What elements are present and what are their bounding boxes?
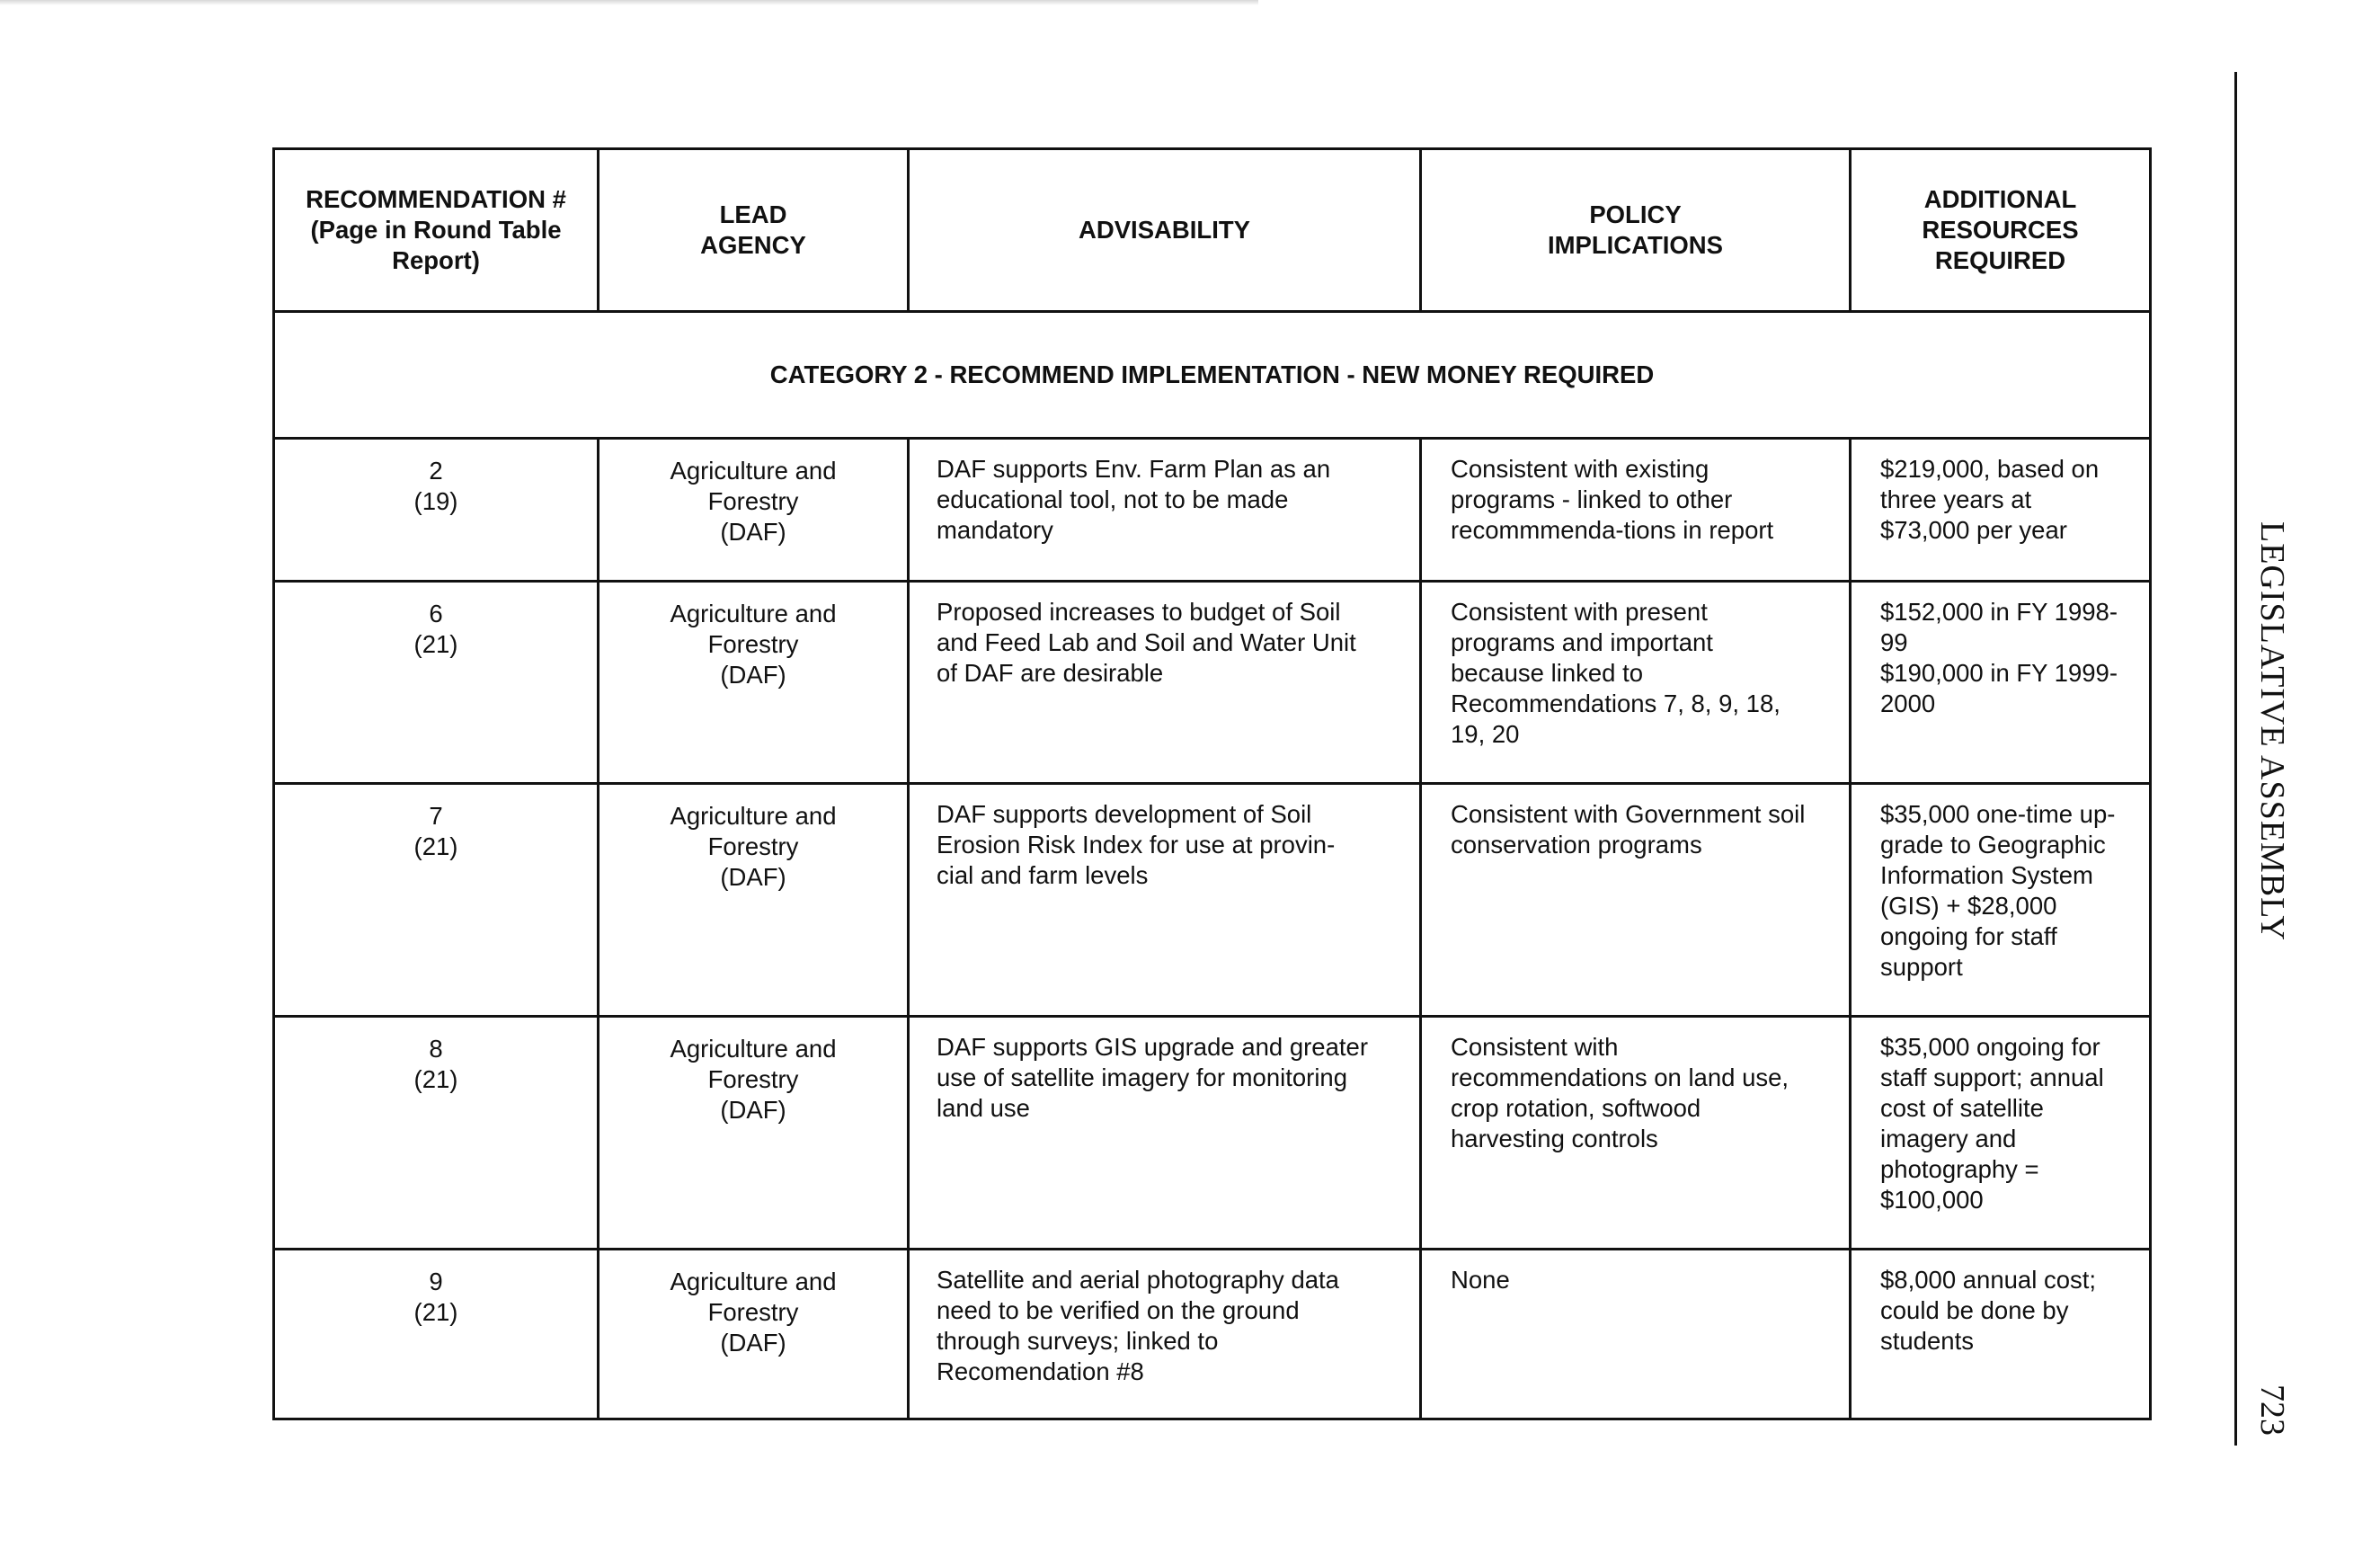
cell-line: conservation programs (1451, 831, 1702, 859)
header-advisability: ADVISABILITY (909, 149, 1421, 312)
resources-cell (1851, 439, 2151, 582)
cell-line: Agriculture and (670, 802, 837, 830)
table-row (274, 582, 2151, 784)
header-policy-implications: POLICY IMPLICATIONS (1421, 149, 1851, 312)
cell-line: $152,000 in FY 1998- (1880, 598, 2118, 626)
policy-cell (1421, 1017, 1851, 1250)
header-recommendation: RECOMMENDATION # (Page in Round Table Report) (274, 149, 599, 312)
cell-line: 9 (429, 1268, 443, 1295)
lead-agency-cell (599, 1250, 909, 1419)
cell-line: need to be verified on the ground (937, 1296, 1300, 1324)
cell-line: 8 (429, 1035, 443, 1063)
cell-line: (DAF) (720, 518, 786, 546)
cell-line: ongoing for staff (1880, 922, 2057, 950)
cell-line: DAF supports GIS upgrade and greater (937, 1033, 1368, 1061)
margin-rule (2234, 72, 2237, 1446)
cell-line: (DAF) (720, 1096, 786, 1124)
recommendation-cell (274, 582, 599, 784)
cell-line: 7 (429, 802, 443, 830)
cell-line: Forestry (707, 487, 799, 515)
cell-line: Forestry (707, 1065, 799, 1093)
cell-line: staff support; annual (1880, 1063, 2104, 1091)
cell-line: (21) (413, 1298, 458, 1326)
advisability-cell (909, 439, 1421, 582)
table-row (274, 1250, 2151, 1419)
cell-line: (19) (413, 487, 458, 515)
cell-line: Proposed increases to budget of Soil (937, 598, 1341, 626)
cell-line: recommendations on land use, (1451, 1063, 1789, 1091)
advisability-cell (909, 1250, 1421, 1419)
cell-line: crop rotation, softwood (1451, 1094, 1701, 1122)
cell-line: three years at (1880, 485, 2032, 513)
advisability-cell (909, 784, 1421, 1017)
cell-line: $8,000 annual cost; (1880, 1266, 2097, 1294)
resources-cell (1851, 784, 2151, 1017)
cell-line: None (1451, 1266, 1510, 1294)
cell-line: Information System (1880, 861, 2093, 889)
cell-line: Recommendations 7, 8, 9, 18, (1451, 690, 1781, 717)
cell-line: 99 (1880, 628, 1908, 656)
lead-agency-cell (599, 784, 909, 1017)
table-row (274, 439, 2151, 582)
cell-line: Agriculture and (670, 457, 837, 485)
cell-line: $100,000 (1880, 1186, 1984, 1214)
cell-line: Agriculture and (670, 1268, 837, 1295)
recommendation-cell (274, 784, 599, 1017)
cell-line: photography = (1880, 1155, 2039, 1183)
cell-line: (DAF) (720, 863, 786, 891)
cell-line: of DAF are desirable (937, 659, 1164, 687)
cell-line: $190,000 in FY 1999- (1880, 659, 2118, 687)
cell-line: because linked to (1451, 659, 1644, 687)
cell-line: Erosion Risk Index for use at provin- (937, 831, 1336, 859)
lead-agency-cell (599, 582, 909, 784)
cell-line: could be done by (1880, 1296, 2069, 1324)
lead-agency-cell (599, 439, 909, 582)
cell-line: (DAF) (720, 661, 786, 689)
cell-line: $35,000 ongoing for (1880, 1033, 2100, 1061)
policy-cell (1421, 784, 1851, 1017)
cell-line: cial and farm levels (937, 861, 1149, 889)
cell-line: Agriculture and (670, 1035, 837, 1063)
cell-line: programs - linked to other (1451, 485, 1733, 513)
cell-line: educational tool, not to be made (937, 485, 1289, 513)
table-row (274, 1017, 2151, 1250)
cell-line: land use (937, 1094, 1030, 1122)
cell-line: harvesting controls (1451, 1125, 1658, 1152)
cell-line: imagery and (1880, 1125, 2017, 1152)
cell-line: mandatory (937, 516, 1053, 544)
policy-cell (1421, 439, 1851, 582)
cell-line: Recomendation #8 (937, 1357, 1144, 1385)
cell-line: support (1880, 953, 1963, 981)
scan-shadow (0, 0, 1258, 5)
recommendation-cell (274, 1250, 599, 1419)
policy-cell (1421, 1250, 1851, 1419)
cell-line: 6 (429, 600, 443, 627)
recommendation-cell (274, 439, 599, 582)
category-row (274, 312, 2151, 439)
cell-line: Consistent with (1451, 1033, 1619, 1061)
cell-line: DAF supports Env. Farm Plan as an (937, 455, 1331, 483)
cell-line: cost of satellite (1880, 1094, 2044, 1122)
header-row (274, 149, 2151, 312)
cell-line: Agriculture and (670, 600, 837, 627)
cell-line: $219,000, based on (1880, 455, 2100, 483)
recommendation-cell (274, 1017, 599, 1250)
header-additional-resources: ADDITIONAL RESOURCES REQUIRED (1851, 149, 2151, 312)
cell-line: grade to Geographic (1880, 831, 2106, 859)
table-row (274, 784, 2151, 1017)
cell-line: DAF supports development of Soil (937, 800, 1312, 828)
advisability-cell (909, 582, 1421, 784)
page-number: 723 (2253, 1384, 2291, 1436)
cell-line: and Feed Lab and Soil and Water Unit (937, 628, 1356, 656)
cell-line: (21) (413, 832, 458, 860)
cell-line: 2000 (1880, 690, 1936, 717)
cell-line: (GIS) + $28,000 (1880, 892, 2057, 920)
cell-line: programs and important (1451, 628, 1713, 656)
resources-cell (1851, 582, 2151, 784)
cell-line: Satellite and aerial photography data (937, 1266, 1339, 1294)
policy-cell (1421, 582, 1851, 784)
cell-line: (21) (413, 630, 458, 658)
cell-line: recommmenda-tions in report (1451, 516, 1774, 544)
cell-line: Forestry (707, 1298, 799, 1326)
cell-line: students (1880, 1327, 1974, 1355)
recommendations-table (272, 147, 2152, 1420)
advisability-cell (909, 1017, 1421, 1250)
category-title: CATEGORY 2 - RECOMMEND IMPLEMENTATION - NEW MONEY REQUIRED (274, 312, 2151, 439)
cell-line: 2 (429, 457, 443, 485)
lead-agency-cell (599, 1017, 909, 1250)
running-head: LEGISLATIVE ASSEMBLY (2253, 521, 2291, 941)
cell-line: (21) (413, 1065, 458, 1093)
cell-line: $35,000 one-time up- (1880, 800, 2116, 828)
cell-line: 19, 20 (1451, 720, 1520, 748)
resources-cell (1851, 1250, 2151, 1419)
resources-cell (1851, 1017, 2151, 1250)
cell-line: $73,000 per year (1880, 516, 2067, 544)
cell-line: Forestry (707, 832, 799, 860)
cell-line: Consistent with present (1451, 598, 1708, 626)
cell-line: Consistent with existing (1451, 455, 1710, 483)
cell-line: through surveys; linked to (937, 1327, 1219, 1355)
cell-line: Forestry (707, 630, 799, 658)
header-lead-agency: LEAD AGENCY (599, 149, 909, 312)
cell-line: use of satellite imagery for monitoring (937, 1063, 1348, 1091)
cell-line: Consistent with Government soil (1451, 800, 1806, 828)
cell-line: (DAF) (720, 1329, 786, 1357)
